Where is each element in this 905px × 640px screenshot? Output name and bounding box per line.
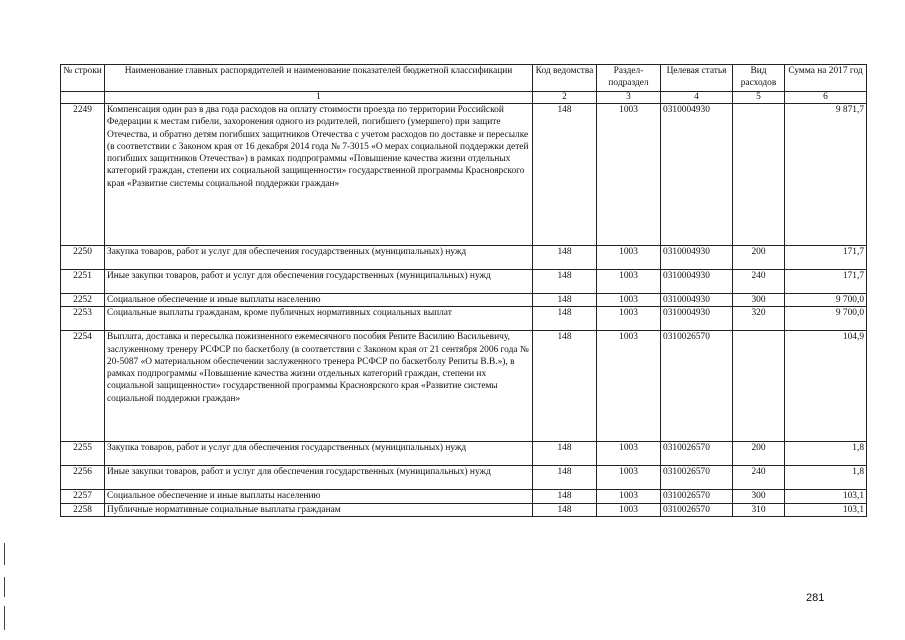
column-number: 2 (533, 92, 597, 104)
cell-amount: 103,1 (785, 503, 867, 516)
cell-department-code: 148 (533, 246, 597, 270)
cell-name: Иные закупки товаров, работ и услуг для обеспечения государственных (муниципальных) нужд (105, 270, 533, 294)
cell-target-article: 0310026570 (661, 466, 733, 490)
cell-department-code: 148 (533, 442, 597, 466)
cell-expense-type: 320 (733, 307, 785, 331)
cell-department-code: 148 (533, 490, 597, 503)
cell-expense-type (733, 331, 785, 442)
cell-section: 1003 (597, 307, 661, 331)
cell-amount: 9 871,7 (785, 104, 867, 246)
column-number-blank (61, 92, 105, 104)
cell-expense-type: 310 (733, 503, 785, 516)
cell-department-code: 148 (533, 503, 597, 516)
header-target: Целевая статья (661, 65, 733, 92)
cell-name: Социальное обеспечение и иные выплаты населению (105, 490, 533, 503)
column-number: 1 (105, 92, 533, 104)
cell-section: 1003 (597, 104, 661, 246)
cell-section: 1003 (597, 442, 661, 466)
cell-amount: 9 700,0 (785, 294, 867, 307)
cell-row-number: 2255 (61, 442, 105, 466)
table-row (61, 294, 867, 307)
cell-amount: 103,1 (785, 490, 867, 503)
table-row (61, 490, 867, 503)
cell-section: 1003 (597, 490, 661, 503)
cell-target-article: 0310004930 (661, 104, 733, 246)
budget-table (60, 64, 867, 517)
header-type: Вид расходов (733, 65, 785, 92)
table-row (61, 503, 867, 516)
cell-name: Компенсация один раз в два года расходов на оплату стоимости проезда по территории Российской Федерации к местам гибели, захоронения одного из родителей, погибшего (умершего) при защите Отечества, и обратно детям погибших защитников Отечества с учетом расходов по доставке и пересылке (в соответствии с Законом края от 16 декабря 2014 года № 7-3015 «О мерах социальной поддержки детей погибших защитников Отечества») в рамках подпрограммы «Повышение качества жизни отдельных категорий граждан, степени их социальной защищенности» государственной программы Красноярского края «Развитие системы социальной поддержки граждан» (105, 104, 533, 246)
cell-row-number: 2251 (61, 270, 105, 294)
cell-section: 1003 (597, 246, 661, 270)
table-row (61, 331, 867, 442)
scan-edge-mark (4, 577, 5, 597)
column-number: 6 (785, 92, 867, 104)
header-code: Код ведомства (533, 65, 597, 92)
column-number: 3 (597, 92, 661, 104)
cell-row-number: 2249 (61, 104, 105, 246)
cell-expense-type: 200 (733, 246, 785, 270)
table-row (61, 104, 867, 246)
cell-target-article: 0310026570 (661, 442, 733, 466)
cell-department-code: 148 (533, 307, 597, 331)
table-row (61, 442, 867, 466)
scan-edge-mark (4, 606, 5, 630)
header-row (61, 65, 867, 92)
table-row (61, 466, 867, 490)
cell-target-article: 0310004930 (661, 294, 733, 307)
cell-department-code: 148 (533, 104, 597, 246)
cell-expense-type: 300 (733, 294, 785, 307)
cell-name: Иные закупки товаров, работ и услуг для обеспечения государственных (муниципальных) нужд (105, 466, 533, 490)
header-sum: Сумма на 2017 год (785, 65, 867, 92)
cell-section: 1003 (597, 331, 661, 442)
cell-target-article: 0310026570 (661, 503, 733, 516)
cell-row-number: 2250 (61, 246, 105, 270)
scan-edge-mark (4, 543, 5, 565)
cell-row-number: 2253 (61, 307, 105, 331)
cell-section: 1003 (597, 270, 661, 294)
cell-expense-type: 240 (733, 270, 785, 294)
cell-department-code: 148 (533, 294, 597, 307)
cell-row-number: 2257 (61, 490, 105, 503)
cell-target-article: 0310004930 (661, 307, 733, 331)
cell-amount: 104,9 (785, 331, 867, 442)
cell-amount: 9 700,0 (785, 307, 867, 331)
column-number: 5 (733, 92, 785, 104)
cell-department-code: 148 (533, 466, 597, 490)
cell-department-code: 148 (533, 331, 597, 442)
cell-row-number: 2258 (61, 503, 105, 516)
table-row (61, 246, 867, 270)
cell-section: 1003 (597, 466, 661, 490)
cell-target-article: 0310004930 (661, 270, 733, 294)
cell-section: 1003 (597, 503, 661, 516)
header-name: Наименование главных распорядителей и наименование показателей бюджетной классификации (105, 65, 533, 92)
table-row (61, 307, 867, 331)
cell-target-article: 0310026570 (661, 490, 733, 503)
cell-row-number: 2256 (61, 466, 105, 490)
table-row (61, 270, 867, 294)
cell-expense-type: 300 (733, 490, 785, 503)
cell-expense-type: 200 (733, 442, 785, 466)
table-body (61, 104, 867, 517)
cell-amount: 1,8 (785, 466, 867, 490)
cell-target-article: 0310004930 (661, 246, 733, 270)
cell-department-code: 148 (533, 270, 597, 294)
column-number-row (61, 92, 867, 104)
cell-name: Социальное обеспечение и иные выплаты населению (105, 294, 533, 307)
cell-row-number: 2254 (61, 331, 105, 442)
column-number: 4 (661, 92, 733, 104)
page-number: 281 (806, 592, 825, 604)
cell-name: Закупка товаров, работ и услуг для обеспечения государственных (муниципальных) нужд (105, 246, 533, 270)
cell-target-article: 0310026570 (661, 331, 733, 442)
cell-amount: 171,7 (785, 246, 867, 270)
cell-name: Публичные нормативные социальные выплаты гражданам (105, 503, 533, 516)
cell-name: Выплата, доставка и пересылка пожизненного ежемесячного пособия Репите Василию Васильевичу, заслуженному тренеру РСФСР по баскетболу (в соответствии с Законом края от 21 сентября 2006 года № 20-5087 «О материальном обеспечении заслуженного тренера РСФСР по баскетболу Репиты В.В.»), в рамках подпрограммы «Повышение качества жизни отдельных категорий граждан, степени их социальной защищенности» государственной программы Красноярского края «Развитие системы социальной поддержки граждан» (105, 331, 533, 442)
header-num: № строки (61, 65, 105, 92)
cell-expense-type: 240 (733, 466, 785, 490)
cell-amount: 171,7 (785, 270, 867, 294)
cell-expense-type (733, 104, 785, 246)
cell-name: Социальные выплаты гражданам, кроме публичных нормативных социальных выплат (105, 307, 533, 331)
cell-amount: 1,8 (785, 442, 867, 466)
cell-name: Закупка товаров, работ и услуг для обеспечения государственных (муниципальных) нужд (105, 442, 533, 466)
header-section: Раздел-подраздел (597, 65, 661, 92)
cell-section: 1003 (597, 294, 661, 307)
cell-row-number: 2252 (61, 294, 105, 307)
